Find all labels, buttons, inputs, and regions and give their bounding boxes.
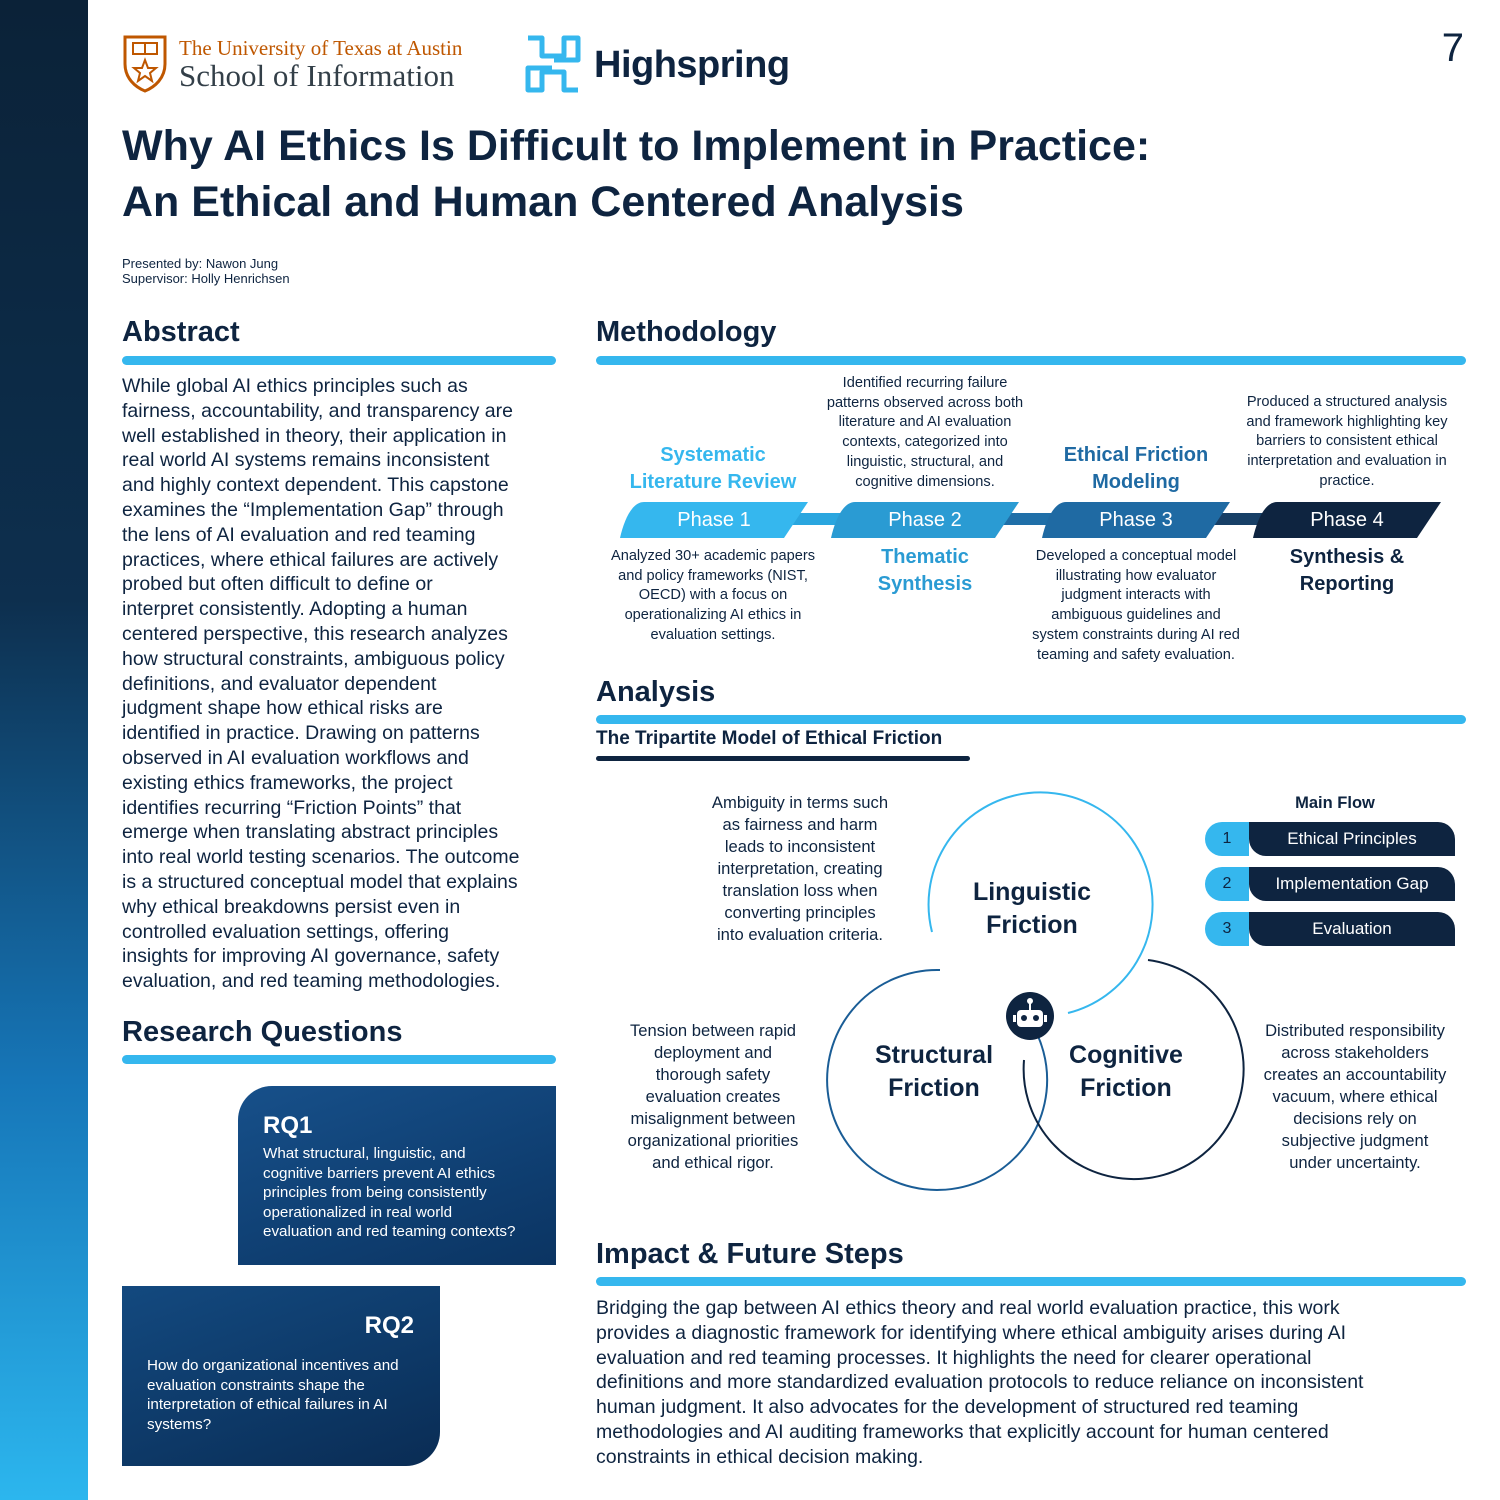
phase-1-note-line: and policy frameworks (NIST, (618, 567, 808, 584)
main-flow-item (1205, 867, 1455, 901)
phase-1-heading (603, 442, 823, 496)
school-name: School of Information (179, 58, 455, 93)
linguistic-note-line: as fairness and harm (722, 815, 878, 834)
robot-icon (1006, 992, 1054, 1040)
phase-1-note-line: Analyzed 30+ academic papers (610, 548, 816, 564)
sidebar-gradient (0, 0, 88, 1500)
impact-line: provides a diagnostic framework for identifying where ethical ambiguity arises during AI (596, 1321, 1347, 1344)
linguistic-friction-note (680, 792, 920, 946)
methodology-heading-bar (596, 356, 1466, 365)
main-flow-item (1205, 822, 1455, 856)
abstract-line: interpret consistently. Adopting a human (122, 598, 468, 621)
ut-shield-icon (122, 34, 168, 94)
abstract-line: identifies recurring “Friction Points” that (122, 796, 462, 819)
structural-note-line: misalignment between (630, 1109, 796, 1128)
rq1-line: cognitive barriers prevent AI ethics (263, 1164, 496, 1182)
cognitive-friction-note (1240, 1020, 1470, 1174)
impact-line: Bridging the gap between AI ethics theory and real world evaluation practice, this work (596, 1297, 1340, 1319)
main-flow-item (1205, 912, 1455, 946)
abstract-heading: Abstract (122, 316, 240, 348)
linguistic-note-line: interpretation, creating (717, 859, 883, 878)
phase-4-note-line: practice. (1319, 472, 1375, 489)
structural-friction-note (600, 1020, 826, 1174)
abstract-line: probed but often difficult to define or (122, 573, 433, 596)
title-line-1: Why AI Ethics Is Difficult to Implement in Practice: (122, 122, 1151, 170)
impact-heading: Impact & Future Steps (596, 1238, 904, 1270)
phase-3-note-line: illustrating how evaluator (1055, 567, 1217, 584)
structural-label-line: Structural (874, 1041, 994, 1069)
structural-friction-label (834, 1039, 1034, 1105)
phase-4-heading-line: Synthesis & (1289, 546, 1405, 568)
impact-line: methodologies and AI auditing frameworks that explicitly account for human centered (596, 1420, 1329, 1443)
rq1-line: evaluation and red teaming contexts? (263, 1223, 516, 1241)
abstract-line: real world AI systems remains inconsistent (122, 449, 490, 472)
impact-line: definitions and more standardized evaluation protocols to reduce reliance on inconsistent (596, 1371, 1364, 1394)
abstract-line: the lens of AI evaluation and red teaming (122, 523, 476, 546)
abstract-line: insights for improving AI governance, safety (122, 945, 500, 968)
abstract-line: definitions, and evaluator dependent (122, 672, 437, 695)
title-line-2: An Ethical and Human Centered Analysis (122, 178, 964, 226)
phase-1-note-line: operationalizing AI ethics in (624, 607, 802, 624)
phase-1-note (593, 547, 833, 646)
phase-2-heading-line: Thematic (881, 546, 969, 568)
abstract-line: While global AI ethics principles such as (122, 375, 468, 397)
phase-3-chip: Phase 3 (1099, 509, 1173, 531)
linguistic-note-line: Ambiguity in terms such (711, 793, 889, 812)
phase-4-note-line: interpretation and evaluation in (1247, 453, 1447, 470)
impact-line: constraints in ethical decision making. (596, 1445, 924, 1468)
phase-2-note (805, 374, 1045, 492)
phase-4-note-line: Produced a structured analysis (1246, 394, 1448, 410)
abstract-line: into real world testing scenarios. The outcome (122, 846, 520, 869)
highspring-mark-icon (524, 34, 582, 94)
rq1-line: What structural, linguistic, and (263, 1145, 466, 1162)
abstract-line: observed in AI evaluation workflows and (122, 746, 469, 769)
structural-note-line: Tension between rapid (629, 1021, 797, 1040)
phase-1-chip: Phase 1 (677, 509, 751, 531)
structural-note-line: organizational priorities (627, 1131, 799, 1150)
linguistic-label-line: Linguistic (972, 878, 1092, 906)
abstract-line: why ethical breakdowns persist even in (122, 895, 461, 918)
cognitive-label-line: Friction (1080, 1074, 1172, 1102)
cognitive-note-line: creates an accountability (1263, 1065, 1447, 1084)
linguistic-friction-label (932, 876, 1132, 942)
analysis-heading: Analysis (596, 676, 716, 708)
phase-2-note-line: contexts, categorized into (842, 434, 1008, 451)
abstract-line: and highly context dependent. This capstone (122, 474, 509, 497)
phase-3-heading (1026, 442, 1246, 496)
rq2-label: RQ2 (364, 1312, 414, 1339)
phase-2-note-line: patterns observed across both (826, 394, 1024, 411)
presenter-name: Presented by: Nawon Jung (122, 256, 279, 271)
cognitive-note-line: Distributed responsibility (1265, 1021, 1445, 1040)
main-flow-label: Ethical Principles (1249, 822, 1455, 856)
abstract-heading-bar (122, 356, 556, 365)
abstract-line: how structural constraints, ambiguous policy (122, 647, 505, 670)
abstract-line: is a structured conceptual model that explains (122, 870, 518, 893)
research-questions-heading: Research Questions (122, 1016, 403, 1048)
phase-3-heading-line: Ethical Friction (1063, 444, 1209, 466)
university-name: The University of Texas at Austin (179, 36, 463, 60)
rq1-line: principles from being consistently (263, 1184, 487, 1202)
main-flow-label: Evaluation (1249, 912, 1455, 946)
abstract-line: evaluation, and red teaming methodologies. (122, 970, 501, 993)
phase-3-note-line: teaming and safety evaluation. (1037, 646, 1235, 663)
cognitive-note-line: subjective judgment (1281, 1131, 1429, 1150)
abstract-line: centered perspective, this research analyzes (122, 622, 508, 645)
rq2-text (147, 1356, 437, 1434)
rq2-line: systems? (147, 1415, 212, 1433)
abstract-line: identified in practice. Drawing on patterns (122, 722, 480, 745)
phase-4-note-line: and framework highlighting key (1246, 413, 1448, 430)
phase-4-chip: Phase 4 (1310, 509, 1384, 531)
impact-line: human judgment. It also advocates for the development of structured red teaming (596, 1396, 1299, 1419)
rq1-line: operationalized in real world (263, 1203, 453, 1221)
phase-1-heading-line: Literature Review (629, 471, 797, 493)
cognitive-label-line: Cognitive (1069, 1041, 1183, 1069)
rq2-card (122, 1286, 440, 1466)
cognitive-note-line: across stakeholders (1281, 1043, 1429, 1062)
abstract-line: examines the “Implementation Gap” through (122, 498, 504, 521)
cognitive-note-line: decisions rely on (1293, 1109, 1417, 1128)
phase-4-heading (1237, 544, 1457, 598)
phase-2-note-line: cognitive dimensions. (855, 473, 995, 490)
main-flow-number: 1 (1205, 822, 1249, 856)
analysis-subtitle: The Tripartite Model of Ethical Friction (596, 728, 943, 749)
phase-3-heading-line: Modeling (1092, 471, 1180, 493)
poster-title (122, 118, 1422, 230)
structural-note-line: and ethical rigor. (652, 1153, 774, 1172)
phase-3-note (1011, 547, 1261, 665)
phase-2-note-line: literature and AI evaluation (838, 414, 1012, 431)
phase-4-note (1222, 393, 1472, 492)
main-flow-title: Main Flow (1295, 794, 1375, 812)
phase-3-note-line: ambiguous guidelines and (1051, 607, 1221, 624)
abstract-line: judgment shape how ethical risks are (122, 697, 443, 720)
linguistic-note-line: translation loss when (722, 881, 878, 900)
rq2-line: evaluation constraints shape the (147, 1376, 365, 1394)
impact-text (596, 1296, 1446, 1470)
presenter-info (122, 256, 290, 286)
impact-line: evaluation and red teaming processes. It highlights the need for clearer operational (596, 1346, 1312, 1369)
abstract-line: fairness, accountability, and transparency are (122, 399, 513, 422)
phase-2-heading-line: Synthesis (877, 573, 973, 595)
linguistic-note-line: into evaluation criteria. (716, 925, 884, 944)
structural-note-line: evaluation creates (645, 1087, 781, 1106)
highspring-logo (524, 34, 790, 94)
ut-school-of-information-logo (122, 34, 494, 96)
main-flow-number: 2 (1205, 867, 1249, 901)
structural-note-line: thorough safety (655, 1065, 771, 1084)
phase-2-chip: Phase 2 (888, 509, 962, 531)
supervisor-name: Supervisor: Holly Henrichsen (122, 271, 290, 286)
phase-3-note-line: Developed a conceptual model (1035, 548, 1237, 564)
phase-2-note-line: Identified recurring failure (842, 375, 1008, 391)
partner-name: Highspring (594, 44, 790, 86)
linguistic-note-line: leads to inconsistent (724, 837, 876, 856)
phase-3-note-line: judgment interacts with (1061, 587, 1211, 604)
abstract-line: controlled evaluation settings, offering (122, 920, 450, 943)
rq2-line: How do organizational incentives and (147, 1357, 399, 1374)
main-flow-label: Implementation Gap (1249, 867, 1455, 901)
research-questions-heading-bar (122, 1055, 556, 1064)
page-number: 7 (1441, 26, 1464, 70)
abstract-line: emerge when translating abstract principles (122, 821, 499, 844)
abstract-line: well established in theory, their application in (122, 424, 507, 447)
rq1-card (238, 1086, 556, 1265)
structural-label-line: Friction (888, 1074, 980, 1102)
abstract-line: existing ethics frameworks, the project (122, 771, 453, 794)
methodology-heading: Methodology (596, 316, 777, 348)
rq2-line: interpretation of ethical failures in AI (147, 1396, 388, 1414)
rq1-label: RQ1 (263, 1112, 313, 1139)
phase-1-note-line: OECD) with a focus on (638, 587, 788, 604)
analysis-heading-bar (596, 715, 1466, 724)
main-flow-number: 3 (1205, 912, 1249, 946)
abstract-text (122, 374, 558, 994)
linguistic-note-line: converting principles (724, 903, 876, 922)
phase-1-note-line: evaluation settings. (650, 626, 776, 643)
structural-note-line: deployment and (653, 1043, 773, 1062)
phase-4-note-line: barriers to consistent ethical (1256, 433, 1438, 450)
abstract-line: practices, where ethical failures are actively (122, 548, 499, 571)
cognitive-note-line: vacuum, where ethical (1272, 1087, 1438, 1106)
cognitive-note-line: under uncertainty. (1289, 1153, 1421, 1172)
phase-1-heading-line: Systematic (660, 444, 766, 466)
phase-2-heading (815, 544, 1035, 598)
phase-2-note-line: linguistic, structural, and (846, 453, 1004, 470)
rq1-text (263, 1144, 553, 1242)
impact-heading-bar (596, 1277, 1466, 1286)
phase-4-heading-line: Reporting (1299, 573, 1395, 595)
linguistic-label-line: Friction (986, 911, 1078, 939)
phase-3-note-line: system constraints during AI red (1032, 626, 1240, 643)
cognitive-friction-label (1026, 1039, 1226, 1105)
